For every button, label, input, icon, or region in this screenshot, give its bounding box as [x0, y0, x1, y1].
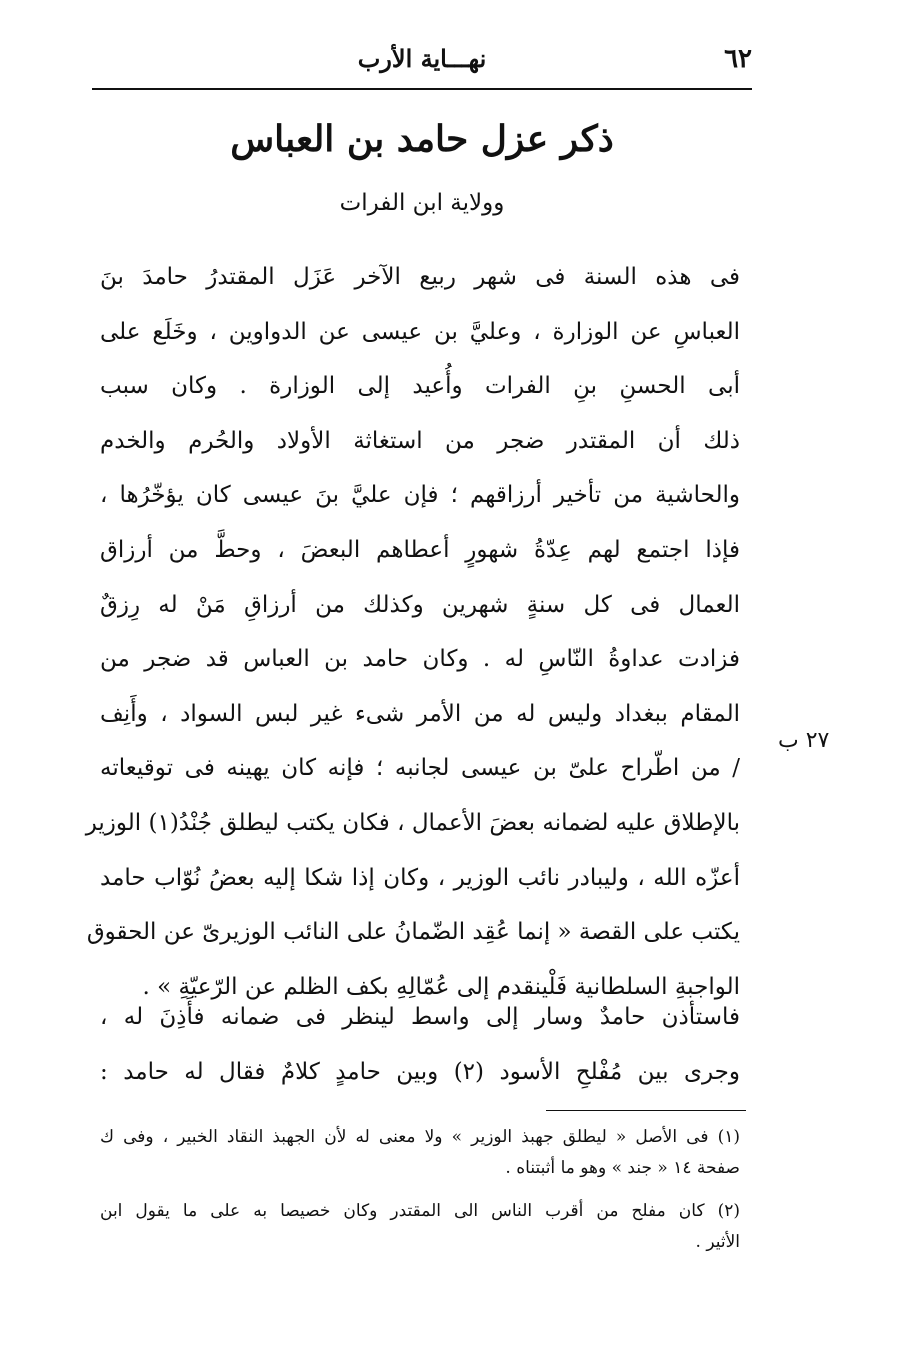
- text-line: العباسِ عن الوزارة ، وعليَّ بن عيسى عن الدواوين ، وخَلَع على: [100, 318, 740, 345]
- text-line: / من اطّراح علىّ بن عيسى لجانبه ؛ فإنه كان يهينه فى توقيعاته: [100, 755, 740, 782]
- text-line: المقام ببغداد وليس له من الأمر شىء غير لبس السواد ، وأَنِف: [100, 700, 740, 727]
- text-line: فإذا اجتمع لهم عِدّةُ شهورٍ أعطاهم البعضَ ، وحطَّ من أرزاق: [100, 536, 740, 563]
- text-line: ذلك أن المقتدر ضجر من استغاثة الأولاد والحُرم والخدم: [100, 427, 740, 454]
- text-line: أبى الحسنِ بنِ الفرات وأُعيد إلى الوزارة . وكان سبب: [100, 373, 740, 400]
- text-line: فزادت عداوةُ النّاسِ له . وكان حامد بن العباس قد ضجر من: [100, 646, 740, 673]
- text-line: والحاشية من تأخير أرزاقهم ؛ فإن عليَّ بنَ عيسى كان يؤخّرُها ،: [100, 482, 740, 509]
- footnote-rule: [546, 1110, 746, 1111]
- page-number: ٦٢: [724, 44, 752, 74]
- page-header: [92, 38, 752, 88]
- text-line: فى هذه السنة فى شهر ربيع الآخر عَزَل المقتدرُ حامدَ بنَ: [100, 264, 740, 290]
- footnote-line: الأثير .: [695, 1232, 740, 1252]
- paragraph-1: [85, 250, 740, 1014]
- footnote-line: صفحة ١٤ « جند » وهو ما أثبتناه .: [505, 1158, 740, 1178]
- text-line: العمال فى كل سنةٍ شهرين وكذلك من أرزاقِ مَنْ له رِزقٌ: [100, 591, 740, 618]
- text-line: بالإطلاق عليه لضمانه بعضَ الأعمال ، فكان يكتب ليطلق جُنْدُ(١) الوزير: [85, 809, 740, 836]
- running-title: نهـــاية الأرب: [357, 44, 487, 73]
- chapter-title: ذكر عزل حامد بن العباس: [230, 118, 614, 160]
- manuscript-folio-note: ٢٧ ب: [778, 728, 830, 753]
- chapter-subtitle: وولاية ابن الفرات: [339, 190, 505, 216]
- text-line: أعزّه الله ، وليبادر نائب الوزير ، وكان إذا شكا إليه بعضُ نُوّاب حامد: [100, 864, 740, 891]
- paragraph-2: [100, 990, 740, 1099]
- text-line: يكتب على القصة « إنما عُقِد الضّمانُ على النائب الوزيرىّ عن الحقوق: [86, 919, 740, 946]
- footnote-gap: [100, 1184, 740, 1196]
- footnote-line: (١) فى الأصل « ليطلق جهبذ الوزير » ولا معنى له لأن الجهبذ النقاد الخبير ، وفى ك: [100, 1127, 740, 1147]
- footnote-line: (٢) كان مفلح من أقرب الناس الى المقتدر وكان خصيصا به على ما يقول ابن: [100, 1201, 740, 1221]
- text-line: وجرى بين مُفْلحِ الأسود (٢) وبين حامدٍ كلامٌ فقال له حامد :: [100, 1058, 740, 1085]
- header-rule: [92, 88, 752, 90]
- text-line: الواجبةِ السلطانية فَلْينقدم إلى عُمّالِهِ بكف الظلم عن الرّعيّةِ » .: [142, 973, 740, 1000]
- text-line: فاستأذن حامدٌ وسار إلى واسط لينظر فى ضمانه فأَذِنَ له ،: [100, 1004, 740, 1030]
- footnotes: [100, 1122, 740, 1258]
